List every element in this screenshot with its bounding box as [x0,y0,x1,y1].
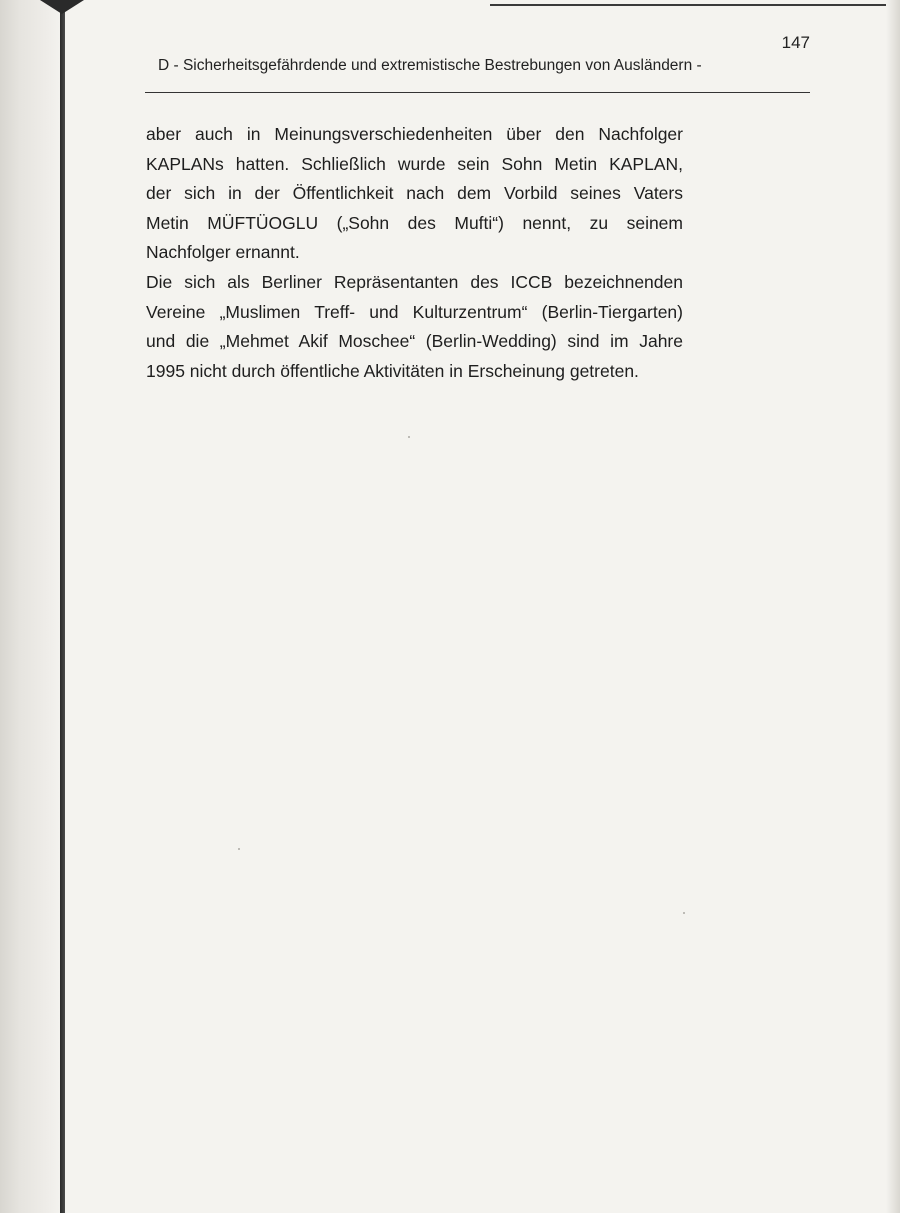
scan-top-edge [490,4,890,6]
body-line: Vereine „Muslimen Treff- und Kulturzentrum“ (Berlin-Tiergarten) [146,301,683,322]
header-rule [145,92,810,93]
body-line: KAPLANs hatten. Schließlich wurde sein Sohn Metin KAPLAN, [146,153,683,174]
page-number: 147 [781,33,810,52]
body-line: der sich in der Öffentlichkeit nach dem Vorbild seines Vaters [146,183,683,204]
scan-speck [408,436,410,438]
page-right-edge [886,0,900,1213]
body-line: Die sich als Berliner Repräsentanten des ICCB bezeichnenden [146,271,683,292]
page-binding-edge [0,0,62,1213]
body-line: Metin MÜFTÜOGLU („Sohn des Mufti“) nennt, zu seinem [146,212,683,233]
running-header: D - Sicherheitsgefährdende und extremistische Bestrebungen von Ausländern - [158,57,702,74]
body-text [146,120,683,386]
scan-speck [238,848,240,850]
body-line: und die „Mehmet Akif Moschee“ (Berlin-Wedding) sind im Jahre [146,331,683,352]
spine-shadow [60,0,65,1213]
body-line: 1995 nicht durch öffentliche Aktivitäten in Erscheinung getreten. [146,360,639,381]
body-line: Nachfolger ernannt. [146,242,300,263]
spine-cap [40,0,84,14]
scan-speck [683,912,685,914]
body-line: aber auch in Meinungsverschiedenheiten über den Nachfolger [146,124,683,144]
